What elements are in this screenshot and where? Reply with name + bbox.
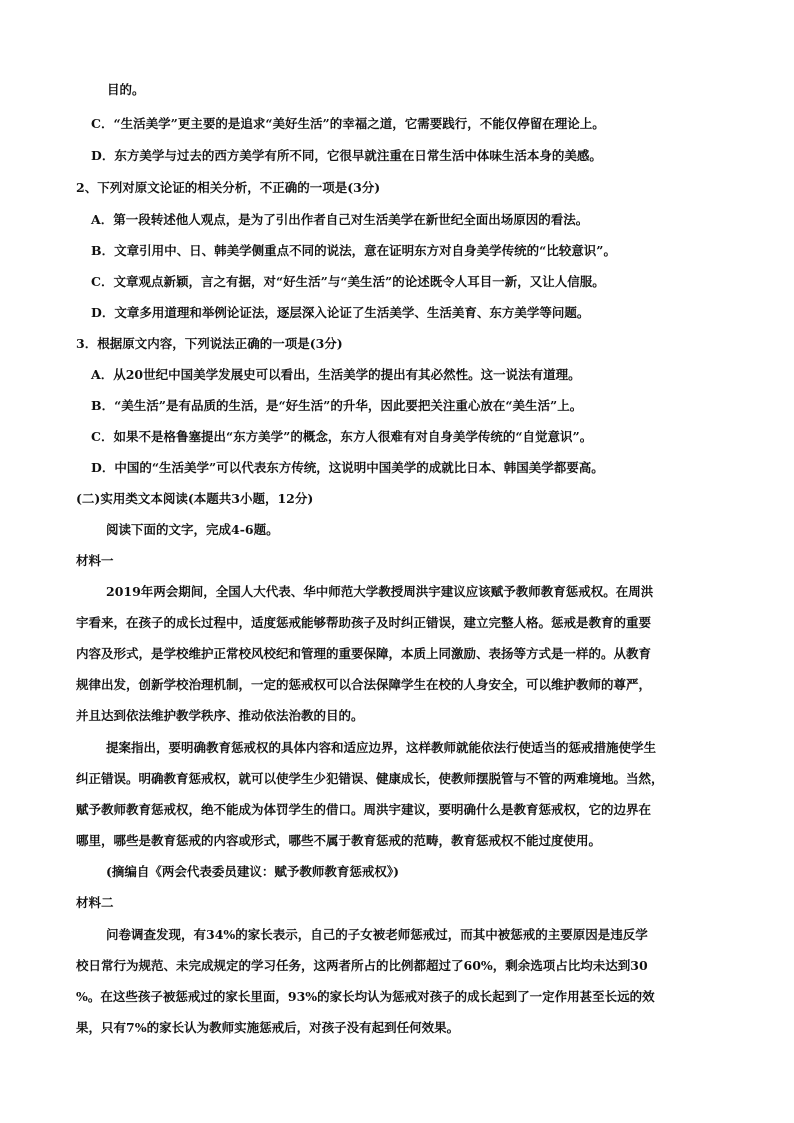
paragraph-line: 内容及形式，是学校维护正常校风校纪和管理的重要保障，本质上同激励、表扬等方式是一样的。从教育 <box>76 646 652 661</box>
section-instruction: 阅读下面的文字，完成4-6题。 <box>106 522 279 537</box>
paragraph-line: 哪里，哪些是教育惩戒的内容或形式，哪些不属于教育惩戒的范畴，教育惩戒权不能过度使用。 <box>76 833 602 848</box>
option-letter: C． <box>91 274 114 289</box>
paragraph-line: %。在这些孩子被惩戒过的家长里面，93%的家长均认为惩戒对孩子的成长起到了一定作用甚至长远的效 <box>76 989 655 1004</box>
option-letter: A． <box>91 212 114 227</box>
option-letter: D． <box>91 148 115 163</box>
option-letter: C． <box>91 429 114 444</box>
source-citation: (摘编自《两会代表委员建议：赋予教师教育惩戒权》) <box>106 864 400 879</box>
option-text: 东方美学与过去的西方美学有所不同，它很早就注重在日常生活中体味生活本身的美感。 <box>114 148 602 163</box>
q3-option-a <box>91 367 581 383</box>
option-letter: C． <box>91 116 114 131</box>
option-text: 文章多用道理和举例论证法，逐层深入论证了生活美学、生活美育、东方美学等问题。 <box>114 305 590 320</box>
q2-option-c <box>91 274 605 290</box>
option-letter: A． <box>91 367 114 382</box>
paragraph-line: 果，只有7%的家长认为教师实施惩戒后，对孩子没有起到任何效果。 <box>76 1020 460 1035</box>
q1-option-c <box>91 116 605 132</box>
paragraph-line: 规律出发，创新学校治理机制，一定的惩戒权可以合法保障学生在校的人身安全，可以维护教师的尊严， <box>76 677 652 692</box>
q2-option-b <box>91 243 616 259</box>
material-1-label: 材料一 <box>76 553 114 568</box>
paragraph-line: 校日常行为规范、未完成规定的学习任务，这两者所占的比例都超过了60%，剩余选项占比均未达到30 <box>76 958 648 973</box>
q1-option-d <box>91 148 602 164</box>
q3-option-b <box>91 398 582 414</box>
q3-option-d <box>91 460 604 476</box>
option-text: “生活美学”更主要的是追求“美好生活”的幸福之道，它需要践行，不能仅停留在理论上。 <box>113 116 605 131</box>
option-text: 从20世纪中国美学发展史可以看出，生活美学的提出有其必然性。这一说法有道理。 <box>113 367 581 382</box>
material-2-label: 材料二 <box>76 895 114 910</box>
option-text: 如果不是格鲁塞提出“东方美学”的概念，东方人很难有对自身美学传统的“自觉意识”。 <box>113 429 593 444</box>
q3-option-c <box>91 429 592 445</box>
paragraph-line: 纠正错误。明确教育惩戒权，就可以使学生少犯错误、健康成长，使教师摆脱管与不管的两难境地。当然， <box>76 771 664 786</box>
option-text: 中国的“生活美学”可以代表东方传统，这说明中国美学的成就比日本、韩国美学都要高。 <box>114 460 604 475</box>
option-text: 第一段转述他人观点，是为了引出作者自己对生活美学在新世纪全面出场原因的看法。 <box>113 212 589 227</box>
paragraph-line: 赋予教师教育惩戒权，绝不能成为体罚学生的借口。周洪宇建议，要明确什么是教育惩戒权，它的边界在 <box>76 802 652 817</box>
option-letter: B． <box>91 243 115 258</box>
q1-continuation: 目的。 <box>107 82 145 97</box>
paragraph-line: 提案指出，要明确教育惩戒权的具体内容和适应边界，这样教师就能依法行使适当的惩戒措施使学生 <box>106 740 657 755</box>
option-letter: B． <box>91 398 115 413</box>
option-letter: D． <box>91 305 115 320</box>
q3-stem: 3．根据原文内容，下列说法正确的一项是(3分) <box>76 336 343 351</box>
section-heading: (二)实用类文本阅读(本题共3小题，12分) <box>76 491 314 506</box>
q2-option-d <box>91 305 589 321</box>
paragraph-line: 宇看来，在孩子的成长过程中，适度惩戒能够帮助孩子及时纠正错误，建立完整人格。惩戒是教育的重要 <box>76 615 652 630</box>
q2-option-a <box>91 212 588 228</box>
option-letter: D． <box>91 460 115 475</box>
option-text: “美生活”是有品质的生活，是“好生活”的升华，因此要把关注重心放在“美生活”上。 <box>114 398 583 413</box>
option-text: 文章引用中、日、韩美学侧重点不同的说法，意在证明东方对自身美学传统的“比较意识”。 <box>114 243 616 258</box>
paragraph-line: 问卷调查发现，有34%的家长表示，自己的子女被老师惩戒过，而其中被惩戒的主要原因是违反学 <box>106 927 648 942</box>
paragraph-line: 并且达到依法维护教学秩序、推动依法治教的目的。 <box>76 708 364 723</box>
q2-stem: 2、下列对原文论证的相关分析，不正确的一项是(3分) <box>76 180 381 195</box>
paragraph-line: 2019年两会期间，全国人大代表、华中师范大学教授周洪宇建议应该赋予教师教育惩戒权。在周洪 <box>106 584 654 599</box>
option-text: 文章观点新颖，言之有据，对“好生活”与“美生活”的论述既令人耳目一新，又让人信服。 <box>113 274 605 289</box>
